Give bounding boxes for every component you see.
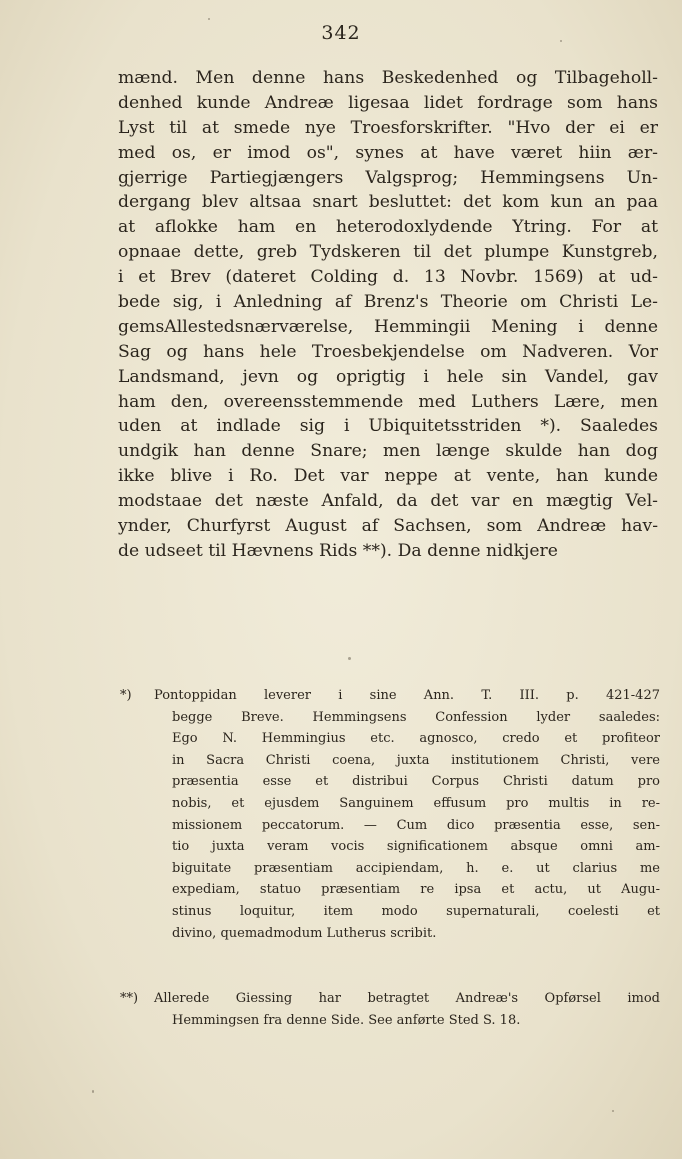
paper-speck bbox=[92, 1090, 94, 1093]
footnote-2 bbox=[120, 988, 660, 1031]
body-line: dergang blev altsaa snart besluttet: det kom kun an paa bbox=[118, 192, 658, 213]
page-number: 342 bbox=[321, 22, 361, 44]
footnote-line: divino, quemadmodum Lutherus scribit. bbox=[172, 925, 437, 941]
body-line: at aflokke ham en heterodoxlydende Ytring. For at bbox=[118, 217, 658, 238]
paper-speck bbox=[348, 657, 351, 660]
paper-speck bbox=[560, 40, 562, 42]
body-line: denhed kunde Andreæ ligesaa lidet fordrage som hans bbox=[118, 92, 658, 113]
body-line: i et Brev (dateret Colding d. 13 Novbr. 1569) at ud- bbox=[118, 267, 658, 288]
footnote-1 bbox=[120, 685, 660, 944]
body-line: undgik han denne Snare; men længe skulde han dog bbox=[118, 441, 658, 462]
footnote-line: biguitate præsentiam accipiendam, h. e. ut clarius me bbox=[172, 860, 660, 876]
body-line: Lyst til at smede nye Troesforskrifter. "Hvo der ei er bbox=[118, 117, 658, 138]
footnote-line: nobis, et ejusdem Sanguinem effusum pro multis in re- bbox=[172, 795, 660, 811]
footnote-line: in Sacra Christi coena, juxta institutionem Christi, vere bbox=[172, 752, 660, 768]
footnote-line: Pontoppidan leverer i sine Ann. T. III. p. 421-427 bbox=[154, 688, 660, 703]
paper-speck bbox=[208, 18, 210, 20]
body-line: gjerrige Partiegjængers Valgsprog; Hemmingsens Un- bbox=[118, 167, 658, 188]
footnote-line: tio juxta veram vocis significationem absque omni am- bbox=[172, 839, 660, 855]
body-line: mænd. Men denne hans Beskedenhed og Tilbageholl- bbox=[118, 68, 658, 88]
footnote-line: stinus loquitur, item modo supernaturali, coelesti et bbox=[172, 903, 660, 919]
paper-speck bbox=[612, 1110, 614, 1112]
body-line: gemsAllestedsnærværelse, Hemmingii Mening i denne bbox=[118, 316, 658, 337]
footnote-line: expediam, statuo præsentiam re ipsa et actu, ut Augu- bbox=[172, 882, 660, 898]
footnote-line: Ego N. Hemmingius etc. agnosco, credo et profiteor bbox=[172, 731, 660, 747]
footnote-line: Hemmingsen fra denne Side. See anførte Sted S. 18. bbox=[172, 1012, 521, 1028]
body-line: med os, er imod os", synes at have været hiin ær- bbox=[118, 142, 658, 163]
body-line: Landsmand, jevn og oprigtig i hele sin Vandel, gav bbox=[118, 366, 658, 387]
body-line: ynder, Churfyrst August af Sachsen, som Andreæ hav- bbox=[118, 516, 658, 537]
footnote-line: præsentia esse et distribui Corpus Christi datum pro bbox=[172, 774, 660, 790]
body-line: uden at indlade sig i Ubiquitetsstriden *). Saaledes bbox=[118, 416, 658, 437]
body-line: Sag og hans hele Troesbekjendelse om Nadveren. Vor bbox=[118, 341, 658, 362]
body-line: bede sig, i Anledning af Brenz's Theorie om Christi Le- bbox=[118, 292, 658, 313]
footnote-marker: *) bbox=[120, 688, 132, 703]
body-line: modstaae det næste Anfald, da det var en mægtig Vel- bbox=[118, 491, 658, 512]
footnote-line: missionem peccatorum. — Cum dico præsentia esse, sen- bbox=[172, 817, 660, 833]
body-text bbox=[118, 66, 658, 564]
footnote-marker: **) bbox=[120, 991, 139, 1006]
footnote-line: begge Breve. Hemmingsens Confession lyder saaledes: bbox=[172, 709, 660, 725]
footnote-line: Allerede Giessing har betragtet Andreæ's Opførsel imod bbox=[154, 991, 660, 1006]
body-line: ikke blive i Ro. Det var neppe at vente, han kunde bbox=[118, 466, 658, 487]
body-line: de udseet til Hævnens Rids **). Da denne nidkjere bbox=[118, 540, 558, 561]
body-line: opnaae dette, greb Tydskeren til det plumpe Kunstgreb, bbox=[118, 242, 658, 263]
body-line: ham den, overeensstemmende med Luthers Lære, men bbox=[118, 391, 658, 412]
